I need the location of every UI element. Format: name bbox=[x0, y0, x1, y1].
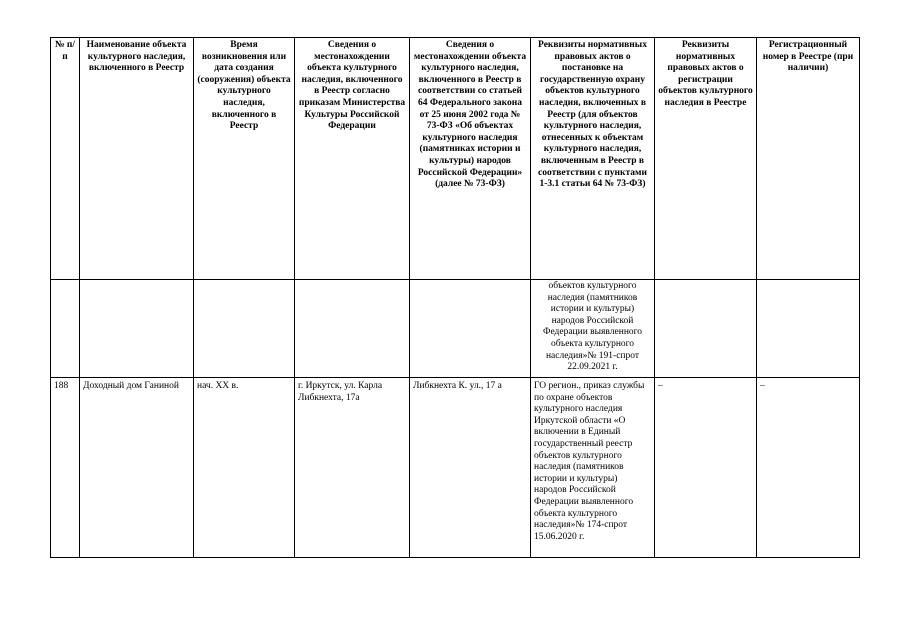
cell-acts-protection: объектов культурного наследия (памятников истории и культуры) народов Российской Федерации выявленного объекта культурного наследия»№ 191-спрот 22.09.2021 г. bbox=[531, 280, 655, 378]
cell-location-law: Либкнехта К. ул., 17 а bbox=[410, 378, 531, 558]
header-name: Наименование объекта культурного наследия, включенного в Реестр bbox=[80, 38, 194, 280]
cell-number bbox=[51, 280, 80, 378]
cell-reg-number bbox=[757, 280, 860, 378]
cell-acts-registration bbox=[655, 280, 757, 378]
header-location-law: Сведения о местонахождении объекта культурного наследия, включенного в Реестр в соответствии со статьей 64 Федерального закона от 25 июня 2002 года № 73-ФЗ «Об объектах культурного наследия (памятниках истории и культуры) народов Российской Федерации» (далее № 73-ФЗ) bbox=[410, 38, 531, 280]
header-acts-registration: Реквизиты нормативных правовых актов о регистрации объектов культурного наследия в Реестре bbox=[655, 38, 757, 280]
header-location-order: Сведения о местонахождении объекта культурного наследия, включенного в Реестр согласно приказам Министерства Культуры Российской Федерации bbox=[295, 38, 410, 280]
cell-number: 188 bbox=[51, 378, 80, 558]
header-reg-number: Регистрационный номер в Реестре (при наличии) bbox=[757, 38, 860, 280]
cell-date: нач. XX в. bbox=[194, 378, 295, 558]
cell-reg-number: – bbox=[757, 378, 860, 558]
header-number: № п/п bbox=[51, 38, 80, 280]
table-header-row bbox=[51, 38, 860, 280]
cell-location-order bbox=[295, 280, 410, 378]
cell-location-order: г. Иркутск, ул. Карла Либкнехта, 17а bbox=[295, 378, 410, 558]
cell-location-law bbox=[410, 280, 531, 378]
table-row bbox=[51, 280, 860, 378]
heritage-registry-table bbox=[50, 37, 860, 558]
header-acts-protection: Реквизиты нормативных правовых актов о постановке на государственную охрану объектов культурного наследия, включенных в Реестр (для объектов культурного наследия, отнесенных к объектам культурного наследия, включенным в Реестр в соответствии с пунктами 1-3.1 статьи 64 № 73-ФЗ) bbox=[531, 38, 655, 280]
cell-name: Доходный дом Ганиной bbox=[80, 378, 194, 558]
cell-date bbox=[194, 280, 295, 378]
header-date: Время возникновения или дата создания (сооружения) объекта культурного наследия, включенного в Реестр bbox=[194, 38, 295, 280]
cell-acts-registration: – bbox=[655, 378, 757, 558]
cell-name bbox=[80, 280, 194, 378]
cell-acts-protection: ГО регион., приказ службы по охране объектов культурного наследия Иркутской области «О включении в Единый государственный реестр объектов культурного наследия (памятников истории и культуры) народов Российской Федерации выявленного объекта культурного наследия»№ 174-спрот 15.06.2020 г. bbox=[531, 378, 655, 558]
table-row bbox=[51, 378, 860, 558]
